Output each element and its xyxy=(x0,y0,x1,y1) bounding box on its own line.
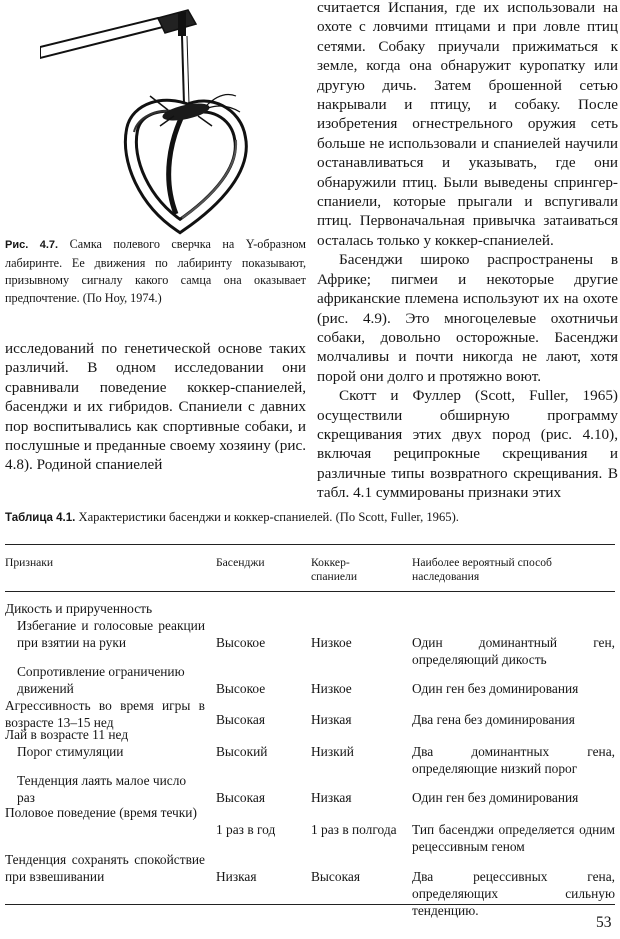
clamp-post xyxy=(178,12,186,36)
table-bottom-rule xyxy=(5,904,615,905)
header-trait: Признаки xyxy=(5,556,54,569)
row-7-basenji: Низкая xyxy=(216,869,257,884)
row-6-basenji: 1 раз в год xyxy=(216,822,276,837)
row-2-inheritance: Один ген без доминирования xyxy=(412,681,579,696)
row-5-inheritance: Один ген без доминирования xyxy=(412,790,579,805)
table-title xyxy=(5,509,615,526)
page-number: 53 xyxy=(596,914,612,931)
row-3-inheritance: Два гена без доминирования xyxy=(412,712,575,727)
right-paragraph-1: считается Испания, где их использовали на охоте с ловчими птицами и при ловле птиц сетями. Собаку приучали прижиматься к земле, когда она обнаружит куропатку или другую дичь. Затем брошенной сетью накрывали и птицу, и собаку. После изобретения огнестрельного оружия сеть больше не использовали и спаниелей научили останавливаться и указывать, где они обнаружили птиц. Были выведены спрингер-спаниели, которые прыгали и вспугивали птиц. Первоначальная привычка затаиваться осталась только у коккер-спаниелей. xyxy=(317,0,618,249)
cricket-maze-illustration xyxy=(40,0,310,236)
stem-edge xyxy=(187,36,189,104)
maze-tube-inner xyxy=(131,106,241,226)
row-6-inheritance: Тип басенджи определяется одним рецессивным геном xyxy=(412,822,615,854)
row-5-basenji: Высокая xyxy=(216,790,265,805)
figure-caption-text: Самка полевого сверчка на Y-образном лабиринте. Ее движения по лабиринту показывают, призывному сигналу какого самца она оказывает предпочтение. (По Ноу, 1974.) xyxy=(5,237,306,305)
row-4-inheritance: Два доминантных гена, определяющие низкий порог xyxy=(412,744,615,776)
cricket-leg xyxy=(198,116,212,126)
left-text-column xyxy=(5,339,306,475)
row-7-inheritance: Два рецессивных гена, определяющих сильную тенденцию. xyxy=(412,869,615,918)
row-4-trait: Порог стимуляции xyxy=(17,744,124,759)
row-6-cocker: 1 раз в полгода xyxy=(311,822,397,837)
figure-caption xyxy=(5,236,306,307)
row-2-trait: Сопротивление ограничению движений xyxy=(17,664,185,696)
row-1-basenji: Высокое xyxy=(216,635,266,650)
table-title-label: Таблица 4.1. xyxy=(5,512,76,524)
row-3-cocker: Низкая xyxy=(311,712,352,727)
row-5-cocker: Низкая xyxy=(311,790,352,805)
group-wildness: Дикость и прирученность xyxy=(5,601,153,616)
stem xyxy=(182,36,184,104)
header-cocker: Коккер-спаниели xyxy=(311,556,358,583)
row-6-trait: Половое поведение (время течки) xyxy=(5,805,197,820)
row-4-cocker: Низкий xyxy=(311,744,354,759)
holder-rod xyxy=(40,18,163,58)
row-3-trait: Агрессивность во время игры в возрасте 13–15 нед xyxy=(5,698,205,730)
group-bark: Лай в возрасте 11 нед xyxy=(5,727,129,742)
row-4-basenji: Высокий xyxy=(216,744,268,759)
row-1-inheritance: Один доминантный ген, определяющий дикость xyxy=(412,635,615,667)
row-7-trait: Тенденция сохранять спокойствие при взвешивании xyxy=(5,852,205,884)
row-2-cocker: Низкое xyxy=(311,681,352,696)
row-1-cocker: Низкое xyxy=(311,635,352,650)
table-top-rule xyxy=(5,544,615,545)
clamp-block xyxy=(158,10,196,33)
table-title-text: Характеристики басенджи и коккер-спаниелей. (По Scott, Fuller, 1965). xyxy=(78,510,459,524)
right-paragraph-3: Скотт и Фуллер (Scott, Fuller, 1965) осуществили обширную программу скрещивания этих двух пород (рис. 4.10), включая реципрокные скрещивания и различные типы возвратного скрещивания. В табл. 4.1 суммированы признаки этих xyxy=(317,387,618,502)
right-text-column xyxy=(317,0,618,503)
row-5-trait: Тенденция лаять малое число раз xyxy=(17,773,187,805)
left-paragraph: исследований по генетической основе таких различий. В одном исследовании они сравнивали поведение коккер-спаниелей, басенджи и их гибридов. Спаниели с давних пор воспитывались как спортивные собаки, и послушные и преданные своему хозяину (рис. 4.8). Родиной спаниелей xyxy=(5,340,306,474)
row-3-basenji: Высокая xyxy=(216,712,265,727)
maze-tube-outline xyxy=(131,106,241,226)
header-basenji: Басенджи xyxy=(216,556,265,569)
row-1-trait: Избегание и голосовые реакции при взятии на руки xyxy=(17,618,205,650)
row-2-basenji: Высокое xyxy=(216,681,266,696)
figure-caption-label: Рис. 4.7. xyxy=(5,239,59,251)
maze-inner-arm xyxy=(169,112,184,214)
row-7-cocker: Высокая xyxy=(311,869,360,884)
right-paragraph-2: Басенджи широко распространены в Африке; пигмеи и некоторые другие африканские племена используют их на охоте (рис. 4.9). Это многоцелевые охотничьи собаки, довольно осторожные. Басенджи молчаливы и почти никогда не лают, хотя порой они долго и протяжно воют. xyxy=(317,251,618,385)
header-inheritance: Наиболее вероятный способ наследования xyxy=(412,556,552,583)
figure-4-7 xyxy=(40,0,310,236)
table-header-rule xyxy=(5,591,615,592)
